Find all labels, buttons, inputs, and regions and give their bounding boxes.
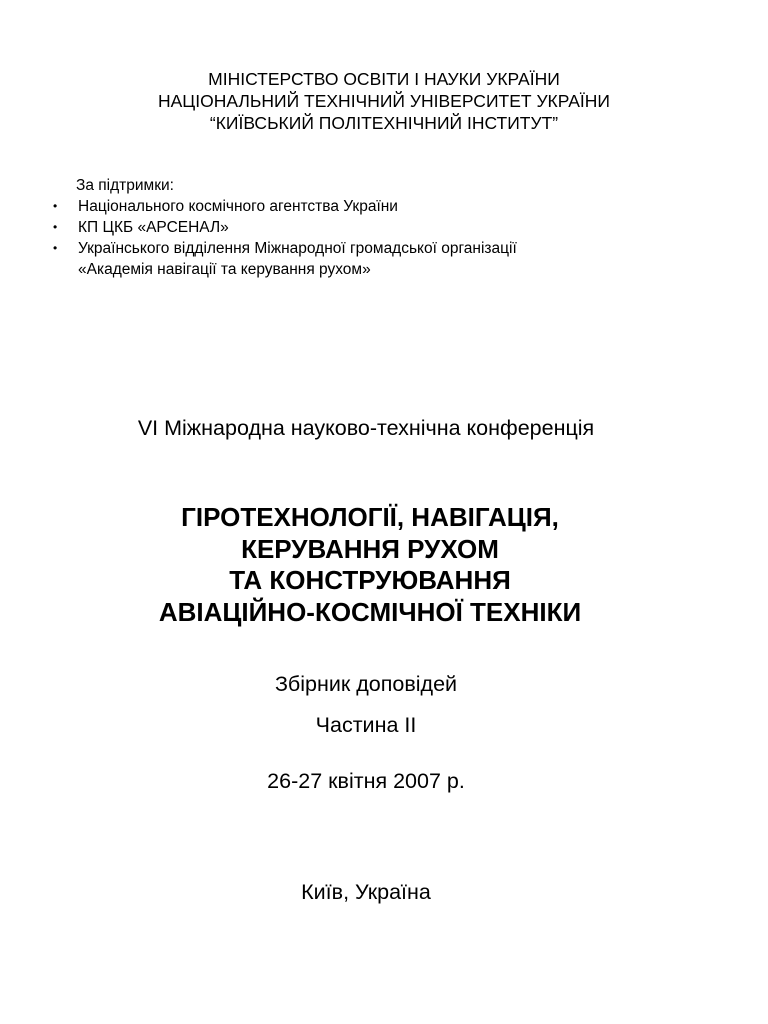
title-line: АВІАЦІЙНО-КОСМІЧНОЇ ТЕХНІКИ	[158, 596, 582, 627]
title-line: ТА КОНСТРУЮВАННЯ	[229, 565, 511, 595]
part-label: Частина ІІ	[315, 713, 417, 737]
university-line: НАЦІОНАЛЬНИЙ ТЕХНІЧНИЙ УНІВЕРСИТЕТ УКРАЇНИ	[157, 91, 611, 111]
ministry-line: МІНІСТЕРСТВО ОСВІТИ І НАУКИ УКРАЇНИ	[208, 69, 560, 89]
bullet-icon: •	[53, 241, 58, 255]
support-item-text: КП ЦКБ «АРСЕНАЛ»	[78, 219, 229, 236]
support-item-text: Національного космічного агентства України	[78, 198, 398, 215]
support-label: За підтримки:	[76, 177, 174, 194]
support-item-text: Українського відділення Міжнародної громадської організації	[78, 240, 517, 257]
bullet-icon: •	[53, 199, 58, 213]
city-location: Київ, Україна	[301, 880, 431, 904]
document-title	[0, 502, 740, 628]
support-item	[0, 238, 768, 259]
conference-dates: 26-27 квітня 2007 р.	[267, 769, 465, 793]
support-item-continuation-text: «Академія навігації та керування рухом»	[78, 261, 371, 278]
institute-line: “КИЇВСЬКИЙ ПОЛІТЕХНІЧНИЙ ІНСТИТУТ”	[209, 113, 559, 133]
title-line: КЕРУВАННЯ РУХОМ	[241, 533, 499, 564]
support-item-continuation	[0, 259, 768, 280]
conference-name: VI Міжнародна науково-технічна конференція	[137, 416, 595, 440]
collection-label: Збірник доповідей	[274, 672, 458, 696]
support-item	[0, 196, 768, 217]
institution-header	[0, 68, 768, 134]
title-line: ГІРОТЕХНОЛОГІЇ, НАВІГАЦІЯ,	[181, 502, 559, 532]
support-list	[0, 196, 768, 280]
support-item	[0, 217, 768, 238]
bullet-icon: •	[53, 220, 58, 234]
